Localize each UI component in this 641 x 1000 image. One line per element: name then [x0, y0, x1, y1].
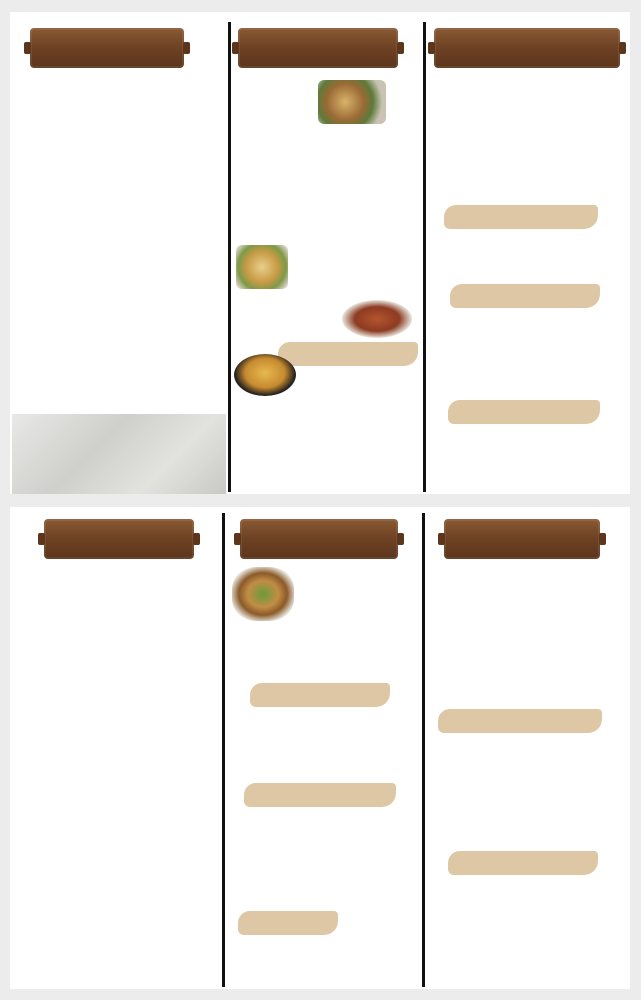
kids-menu-header — [250, 683, 390, 707]
side-orders-header — [448, 851, 598, 875]
menu-page-top — [10, 12, 630, 494]
torta-photo — [232, 567, 294, 621]
taco-salad-photo — [234, 354, 296, 396]
tacos-photo — [318, 80, 386, 124]
birria-photo — [342, 300, 412, 338]
breakfast-burrito-header — [438, 709, 602, 733]
tacos-header — [238, 28, 398, 68]
enchiladas-header — [444, 205, 598, 229]
beverages-header — [244, 783, 396, 807]
rolled-tacos-photo — [236, 245, 288, 289]
column-divider — [222, 513, 225, 987]
breakfast-header — [444, 519, 600, 559]
shop-info-panel — [12, 414, 226, 494]
menu-page-bottom — [10, 507, 630, 989]
torta-header — [240, 519, 398, 559]
tostadas-header — [450, 284, 600, 308]
combinations-header — [30, 28, 184, 68]
caldos-header — [238, 911, 338, 935]
quesadillas-header — [448, 400, 600, 424]
column-divider — [422, 513, 425, 987]
taco-salad-header — [278, 342, 418, 366]
column-divider — [423, 22, 426, 492]
nacho-fries-header — [434, 28, 620, 68]
column-divider — [228, 22, 231, 492]
burritos-header — [44, 519, 194, 559]
